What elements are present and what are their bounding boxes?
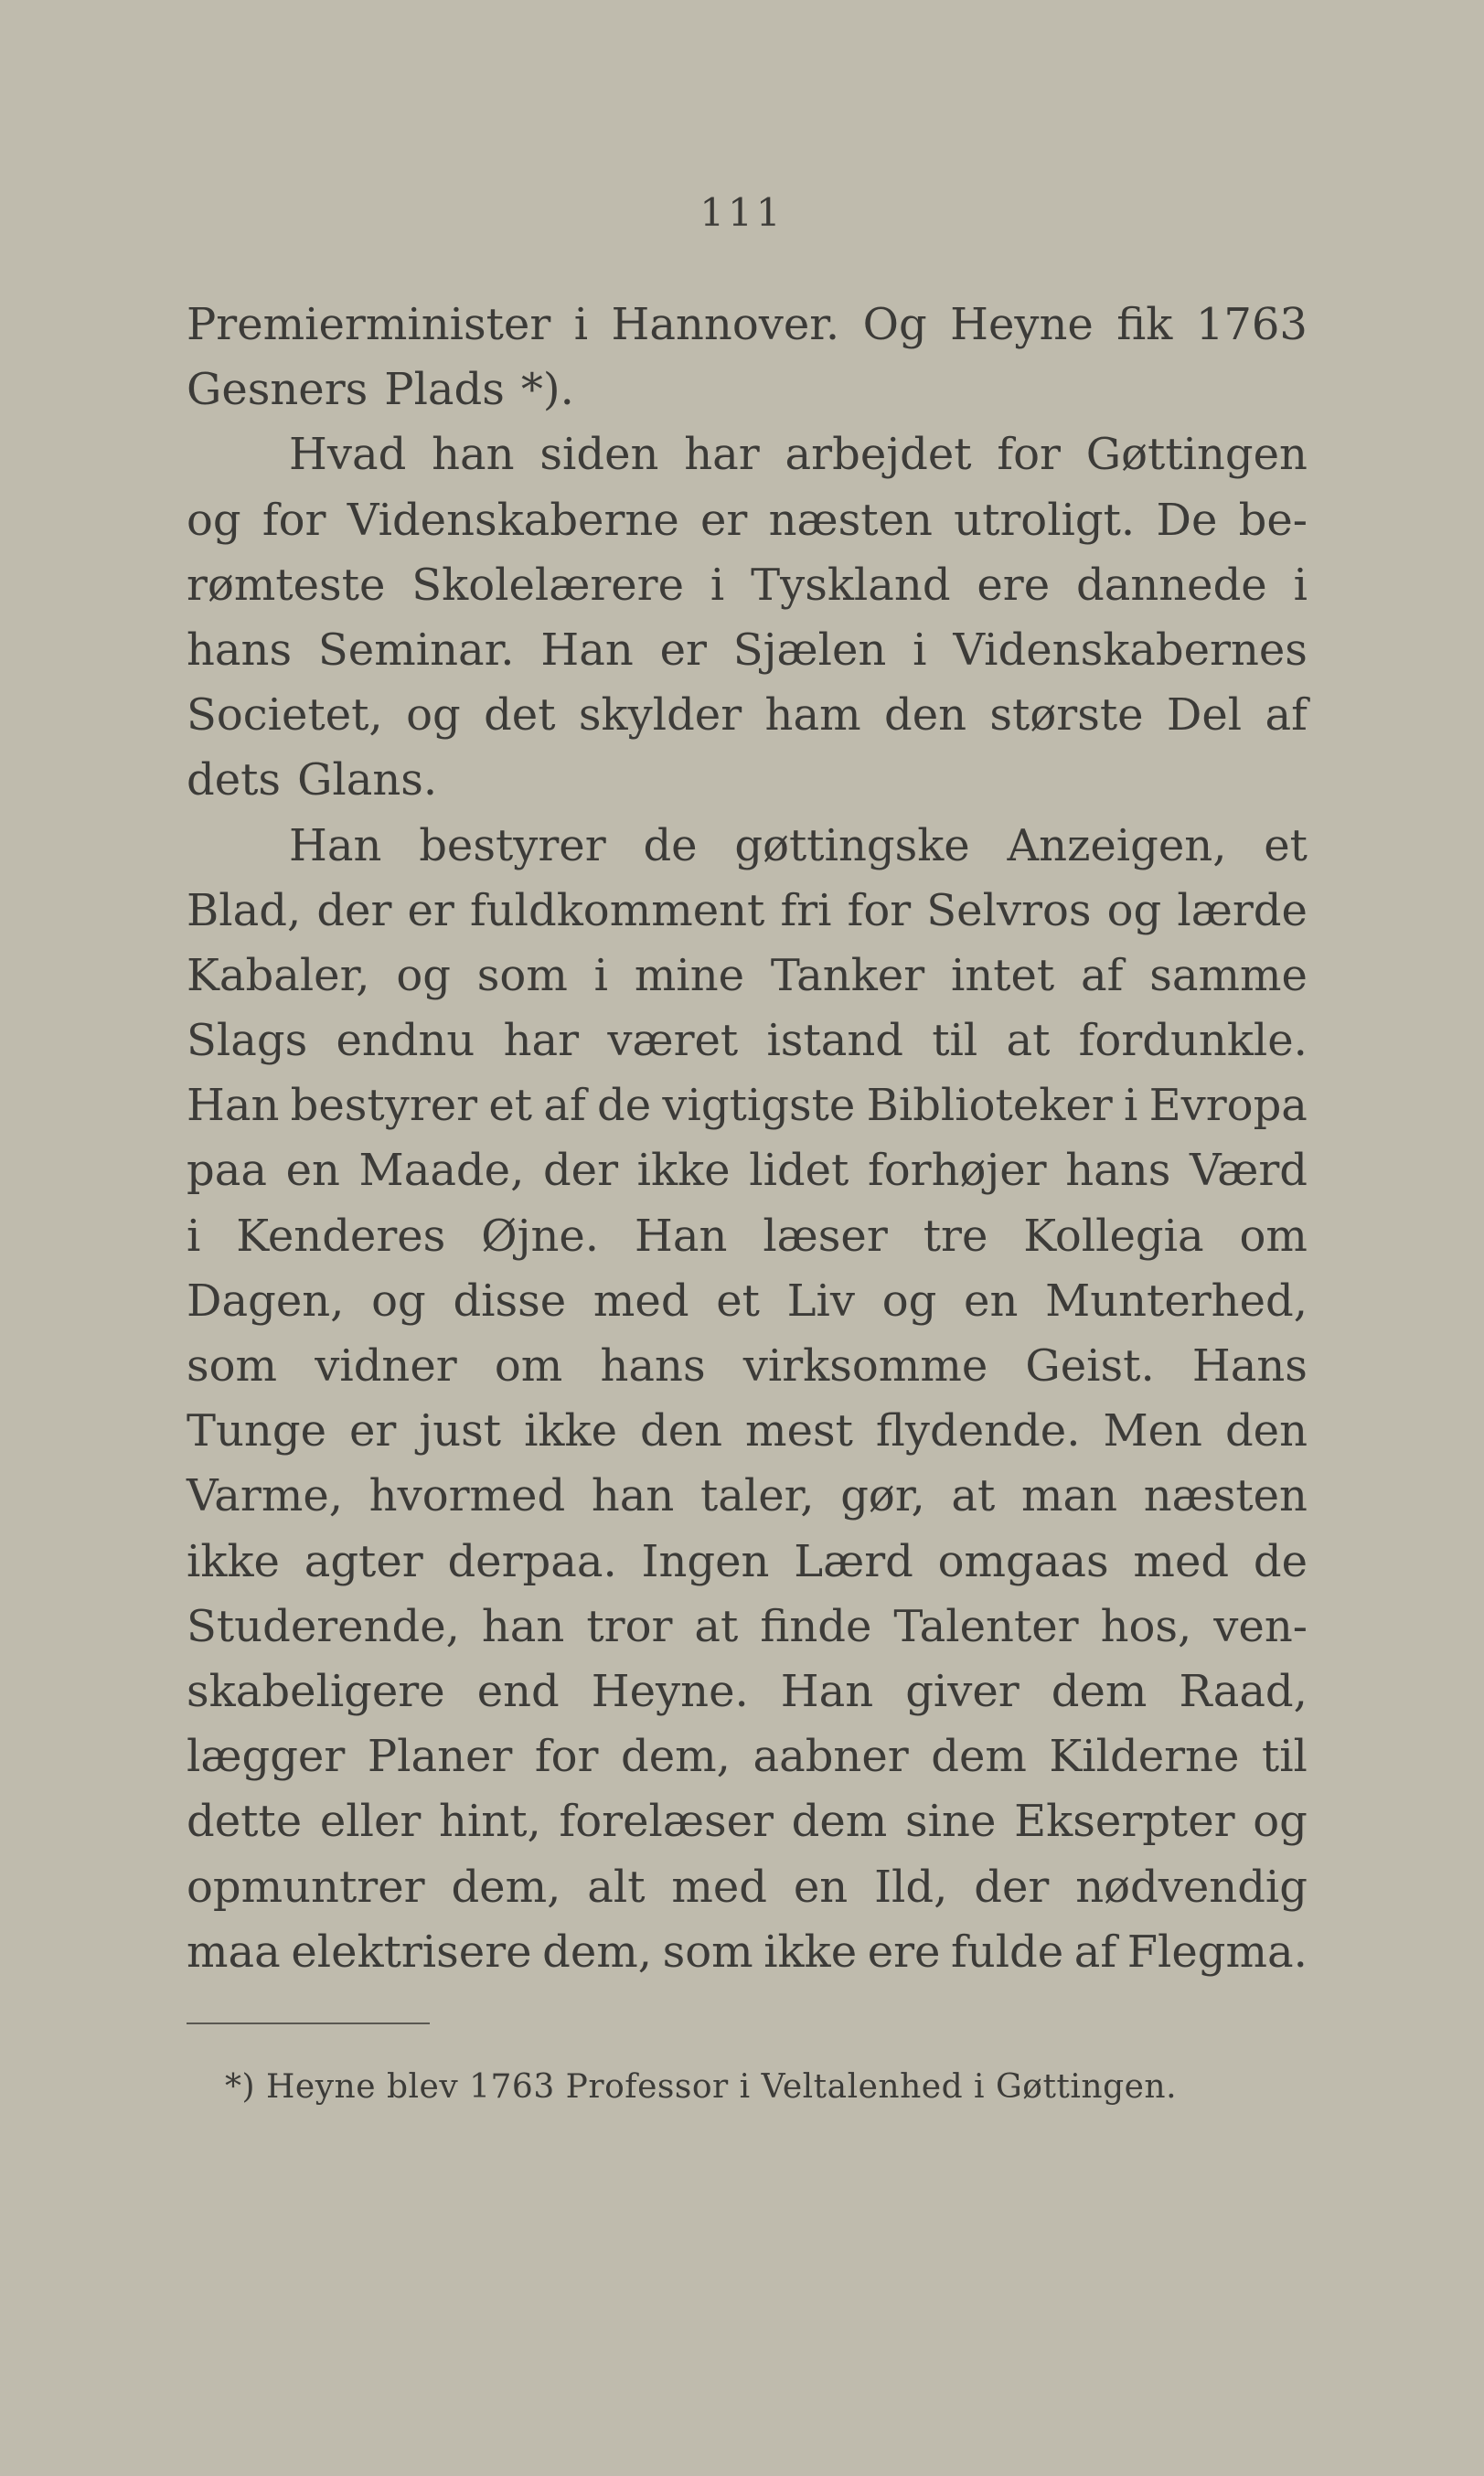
word: til xyxy=(1261,1731,1308,1783)
word: at xyxy=(694,1600,739,1652)
word: for xyxy=(997,429,1061,481)
word: der xyxy=(974,1861,1050,1913)
word: og xyxy=(371,1275,426,1327)
word: som xyxy=(476,949,568,1001)
body-text xyxy=(187,293,1308,1985)
word: ikke xyxy=(636,1145,731,1197)
word: De xyxy=(1156,494,1218,546)
word: rømteste xyxy=(187,559,386,611)
word: at xyxy=(951,1470,996,1522)
word: elektrisere xyxy=(291,1926,532,1978)
word: Videnskabernes xyxy=(953,624,1308,676)
word: forhøjer xyxy=(867,1145,1047,1197)
word: Og xyxy=(862,299,927,350)
word: næsten xyxy=(1143,1470,1308,1522)
word: et xyxy=(488,1080,533,1132)
word: er xyxy=(699,494,748,546)
word: den xyxy=(640,1405,723,1457)
word: for xyxy=(262,494,326,546)
word: Societet, xyxy=(187,689,383,742)
word: og xyxy=(1106,884,1162,936)
word: mest xyxy=(745,1405,853,1457)
text-line xyxy=(187,1789,1308,1854)
word: at xyxy=(1006,1015,1051,1067)
word: flydende. xyxy=(875,1405,1081,1457)
word: for xyxy=(847,884,912,936)
word: Kabaler, xyxy=(187,949,370,1001)
word: dem xyxy=(931,1731,1027,1783)
word: fri xyxy=(780,884,832,936)
word: og xyxy=(187,494,241,546)
word: nødvendig xyxy=(1075,1861,1308,1913)
word: opmuntrer xyxy=(187,1861,425,1913)
word: Flegma. xyxy=(1126,1926,1308,1978)
word: den xyxy=(1224,1405,1308,1457)
word: derpaa. xyxy=(447,1535,617,1587)
word: en xyxy=(793,1861,849,1913)
word: end xyxy=(476,1665,560,1717)
word: en xyxy=(964,1275,1019,1327)
word: Geist. xyxy=(1025,1340,1155,1392)
word: samme xyxy=(1149,949,1308,1001)
word: lidet xyxy=(749,1145,849,1197)
word: om xyxy=(1239,1210,1308,1262)
word: Han xyxy=(635,1210,728,1262)
text-line xyxy=(187,748,1308,813)
word: som xyxy=(187,1340,278,1392)
text-line xyxy=(187,358,1308,422)
word: lærde xyxy=(1177,884,1308,936)
word: Kilderne xyxy=(1049,1731,1240,1783)
word: og xyxy=(396,949,451,1001)
word: af xyxy=(1073,1926,1117,1978)
word: i xyxy=(573,299,589,350)
word: skylder xyxy=(578,689,742,742)
word: af xyxy=(1081,949,1124,1001)
word: Glans. xyxy=(297,754,438,806)
word: Plads xyxy=(384,364,505,416)
word: fulde xyxy=(951,1926,1064,1978)
word: Gesners xyxy=(187,364,368,416)
word: disse xyxy=(453,1275,567,1327)
word: er xyxy=(348,1405,397,1457)
word: til xyxy=(932,1015,978,1067)
word: Øjne. xyxy=(481,1210,600,1262)
word: vidner xyxy=(315,1340,457,1392)
word: Hans xyxy=(1191,1340,1308,1392)
word: ikke xyxy=(763,1926,858,1978)
word: Videnskaberne xyxy=(347,494,679,546)
word: istand xyxy=(766,1015,903,1067)
word: Hannover. xyxy=(611,299,840,350)
word: Maade, xyxy=(358,1145,525,1197)
word: i xyxy=(913,624,927,676)
word: han xyxy=(481,1600,565,1652)
word: Planer xyxy=(367,1731,513,1783)
text-line xyxy=(187,944,1308,1009)
word: agter xyxy=(304,1535,423,1587)
word: Tanker xyxy=(770,949,925,1001)
word: taler, xyxy=(699,1470,815,1522)
text-line xyxy=(187,553,1308,618)
word: eller xyxy=(319,1796,422,1848)
word: ven- xyxy=(1213,1600,1308,1652)
word: dette xyxy=(187,1796,303,1848)
word: siden xyxy=(539,429,659,481)
word: endnu xyxy=(336,1015,475,1067)
word: Heyne. xyxy=(591,1665,749,1717)
text-line xyxy=(187,1073,1308,1138)
text-line xyxy=(187,683,1308,748)
word: utroligt. xyxy=(954,494,1136,546)
word: der xyxy=(316,884,392,936)
text-line xyxy=(187,1204,1308,1269)
word: Lærd xyxy=(794,1535,913,1587)
word: Biblioteker xyxy=(866,1080,1113,1132)
word: Han xyxy=(289,819,382,871)
word: intet xyxy=(950,949,1055,1001)
word: i xyxy=(710,559,725,611)
word: Blad, xyxy=(187,884,302,936)
word: næsten xyxy=(768,494,933,546)
word: Studerende, xyxy=(187,1600,460,1652)
word: læser xyxy=(763,1210,888,1262)
word: har xyxy=(684,429,760,481)
word: et xyxy=(1264,819,1308,871)
word: Hvad xyxy=(289,429,407,481)
text-line xyxy=(187,1855,1308,1920)
word: de xyxy=(1253,1535,1308,1587)
word: bestyrer xyxy=(419,819,606,871)
word: fuldkomment xyxy=(469,884,765,936)
word: i xyxy=(187,1210,201,1262)
text-line xyxy=(187,814,1308,879)
word: de xyxy=(643,819,698,871)
word: den xyxy=(883,689,967,742)
word: ikke xyxy=(524,1405,617,1457)
word: hans xyxy=(1065,1145,1171,1197)
word: i xyxy=(1123,1080,1138,1132)
word: et xyxy=(716,1275,760,1327)
text-line xyxy=(187,618,1308,683)
word: og xyxy=(1253,1796,1308,1848)
word: hvormed xyxy=(368,1470,566,1522)
word: hint, xyxy=(439,1796,541,1848)
word: Varme, xyxy=(187,1470,343,1522)
word: Evropa xyxy=(1148,1080,1308,1132)
text-line xyxy=(187,293,1308,358)
word: finde xyxy=(760,1600,872,1652)
word: været xyxy=(607,1015,739,1067)
text-line xyxy=(187,1464,1308,1529)
word: af xyxy=(1265,689,1308,742)
word: be- xyxy=(1238,494,1308,546)
word: hos, xyxy=(1100,1600,1192,1652)
word: og xyxy=(406,689,461,742)
word: er xyxy=(659,624,707,676)
word: Ekserpter xyxy=(1014,1796,1235,1848)
word: Kollegia xyxy=(1023,1210,1204,1262)
word: dem xyxy=(791,1796,888,1848)
word: Gøttingen xyxy=(1085,429,1308,481)
word: forelæser xyxy=(559,1796,774,1848)
word: Ingen xyxy=(641,1535,770,1587)
word: Liv xyxy=(786,1275,855,1327)
word: er xyxy=(407,884,454,936)
word: største xyxy=(989,689,1144,742)
word: der xyxy=(542,1145,619,1197)
text-line xyxy=(187,879,1308,944)
word: med xyxy=(671,1861,768,1913)
word: det xyxy=(484,689,556,742)
word: Tunge xyxy=(187,1405,326,1457)
word: ikke xyxy=(187,1535,280,1587)
word: gøttingske xyxy=(734,819,970,871)
word: hans xyxy=(600,1340,706,1392)
text-line xyxy=(187,1138,1308,1203)
word: Han xyxy=(540,624,634,676)
word: han xyxy=(432,429,515,481)
text-line xyxy=(187,1920,1308,1985)
word: omgaas xyxy=(937,1535,1109,1587)
word: Han xyxy=(780,1665,874,1717)
text-line xyxy=(187,1399,1308,1464)
word: dem, xyxy=(621,1731,731,1783)
word: Han xyxy=(187,1080,280,1132)
word: hans xyxy=(187,624,293,676)
footnote: *) Heyne blev 1763 Professor i Veltalenhed i Gøttingen. xyxy=(225,2068,1178,2106)
word: af xyxy=(543,1080,586,1132)
word: dem xyxy=(1051,1665,1148,1717)
word: ere xyxy=(867,1926,941,1978)
word: for xyxy=(534,1731,599,1783)
word: i xyxy=(1293,559,1308,611)
word: Slags xyxy=(187,1015,308,1067)
word: alt xyxy=(587,1861,646,1913)
word: en xyxy=(285,1145,340,1197)
word: 1763 xyxy=(1195,299,1308,350)
word: Heyne xyxy=(950,299,1094,350)
footnote-separator xyxy=(187,2022,430,2024)
word: Selvros xyxy=(926,884,1092,936)
word: dannede xyxy=(1076,559,1267,611)
word: Dagen, xyxy=(187,1275,345,1327)
text-line xyxy=(187,1660,1308,1724)
text-line xyxy=(187,1009,1308,1073)
word: man xyxy=(1020,1470,1118,1522)
text-line xyxy=(187,1334,1308,1399)
text-line xyxy=(187,422,1308,487)
text-line xyxy=(187,1595,1308,1660)
word: maa xyxy=(187,1926,281,1978)
word: med xyxy=(593,1275,689,1327)
word: *). xyxy=(520,364,574,416)
word: vigtigste xyxy=(662,1080,856,1132)
word: om xyxy=(494,1340,563,1392)
word: Del xyxy=(1166,689,1243,742)
word: fordunkle. xyxy=(1078,1015,1308,1067)
word: med xyxy=(1133,1535,1230,1587)
word: de xyxy=(597,1080,652,1132)
word: gør, xyxy=(840,1470,925,1522)
word: paa xyxy=(187,1145,267,1197)
word: dem, xyxy=(542,1926,653,1978)
word: Premierminister xyxy=(187,299,551,350)
word: mine xyxy=(634,949,745,1001)
word: Seminar. xyxy=(317,624,515,676)
word: ham xyxy=(764,689,861,742)
text-line xyxy=(187,1530,1308,1595)
word: og xyxy=(881,1275,937,1327)
word: Skolelærere xyxy=(411,559,685,611)
word: han xyxy=(591,1470,675,1522)
word: ere xyxy=(977,559,1051,611)
word: arbejdet xyxy=(785,429,972,481)
word: Anzeigen, xyxy=(1007,819,1227,871)
word: Munterhed, xyxy=(1045,1275,1308,1327)
word: har xyxy=(503,1015,580,1067)
word: aabner xyxy=(753,1731,909,1783)
word: Ild, xyxy=(874,1861,948,1913)
word: Tyskland xyxy=(751,559,951,611)
word: Raad, xyxy=(1179,1665,1308,1717)
word: Kenderes xyxy=(236,1210,446,1262)
word: bestyrer xyxy=(290,1080,478,1132)
word: tre xyxy=(923,1210,988,1262)
word: fik xyxy=(1116,299,1173,350)
word: Værd xyxy=(1189,1145,1308,1197)
text-line xyxy=(187,1724,1308,1789)
word: dets xyxy=(187,754,282,806)
text-line xyxy=(187,488,1308,553)
word: som xyxy=(662,1926,753,1978)
word: virksomme xyxy=(742,1340,988,1392)
word: i xyxy=(593,949,609,1001)
word: Sjælen xyxy=(732,624,887,676)
word: tror xyxy=(586,1600,673,1652)
word: Men xyxy=(1103,1405,1202,1457)
word: dem, xyxy=(451,1861,561,1913)
word: sine xyxy=(905,1796,997,1848)
word: lægger xyxy=(187,1731,346,1783)
page-number: 111 xyxy=(699,190,785,235)
word: skabeligere xyxy=(187,1665,445,1717)
word: giver xyxy=(905,1665,1020,1717)
word: just xyxy=(419,1405,502,1457)
word: Talenter xyxy=(893,1600,1079,1652)
text-line xyxy=(187,1269,1308,1334)
